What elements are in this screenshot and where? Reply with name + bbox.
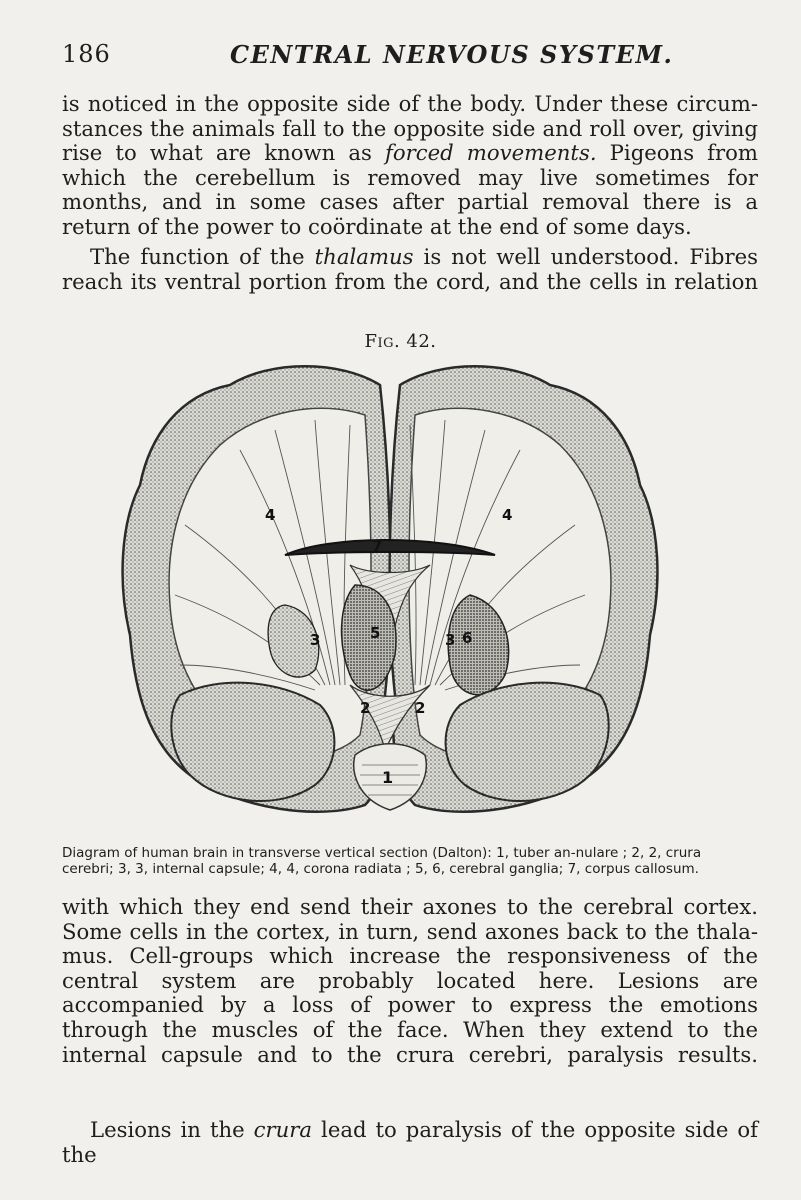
marker-4-left-corona-radiata: 4 <box>265 506 276 524</box>
figure-caption: Diagram of human brain in transverse vertical section (Dalton): 1, tuber an-nulare ; 2, 2, crura cerebri; 3, 3, internal capsule; 4, 4, corona radiata ; 5, 6, cerebral ganglia; 7, corpus callosum. <box>62 845 702 878</box>
marker-7-corpus-callosum: 7 <box>372 537 383 555</box>
marker-3-left-internal-capsule: 3 <box>310 631 321 649</box>
marker-4-right-corona-radiata: 4 <box>502 506 513 524</box>
emphasis-crura: crura <box>253 1117 313 1142</box>
paragraph-crura: Lesions in the crura lead to paralysis of the opposite side of the <box>62 1117 758 1167</box>
page-header <box>62 40 752 74</box>
marker-5-cerebral-ganglion: 5 <box>370 624 381 642</box>
figure-label: Fig. 42. <box>364 331 437 352</box>
marker-6-cerebral-ganglion: 6 <box>462 629 473 647</box>
emphasis-forced-movements: forced movements. <box>385 140 597 166</box>
marker-2-left-crus: 2 <box>360 699 371 717</box>
brain-section-diagram <box>110 355 670 835</box>
paragraph-thalamus: The function of the thalamus is not well understood. Fibres reach its ventral portion from the cord, and the cells in relation <box>62 244 758 294</box>
marker-1-tuber-annulare: 1 <box>382 768 394 787</box>
running-head: CENTRAL NERVOUS SYSTEM. <box>230 40 674 69</box>
marker-3-right-internal-capsule: 3 <box>445 631 456 649</box>
paragraph-forced-movements: is noticed in the opposite side of the body. Under these circum-stances the animals fall to the opposite side and roll over, giving rise to what are known as forced movements. Pigeons from which the cerebellum is removed may live sometimes for months, and in some cases after partial removal there is a return of the power to coördinate at the end of some days. <box>62 91 759 239</box>
emphasis-thalamus: thalamus <box>314 244 414 269</box>
marker-2-right-crus: 2 <box>415 699 426 717</box>
page-number: 186 <box>62 40 111 68</box>
paragraph-thalamus-continued: with which they end send their axones to the cerebral cortex. Some cells in the cortex, in turn, send axones back to the thala-mus. Cell-groups which increase the responsiveness of the central system are probably located here. Lesions are accompanied by a loss of power to express the emotions through the muscles of the face. When they extend to the internal capsule and to the crura cerebri, paralysis results. <box>62 894 758 1067</box>
